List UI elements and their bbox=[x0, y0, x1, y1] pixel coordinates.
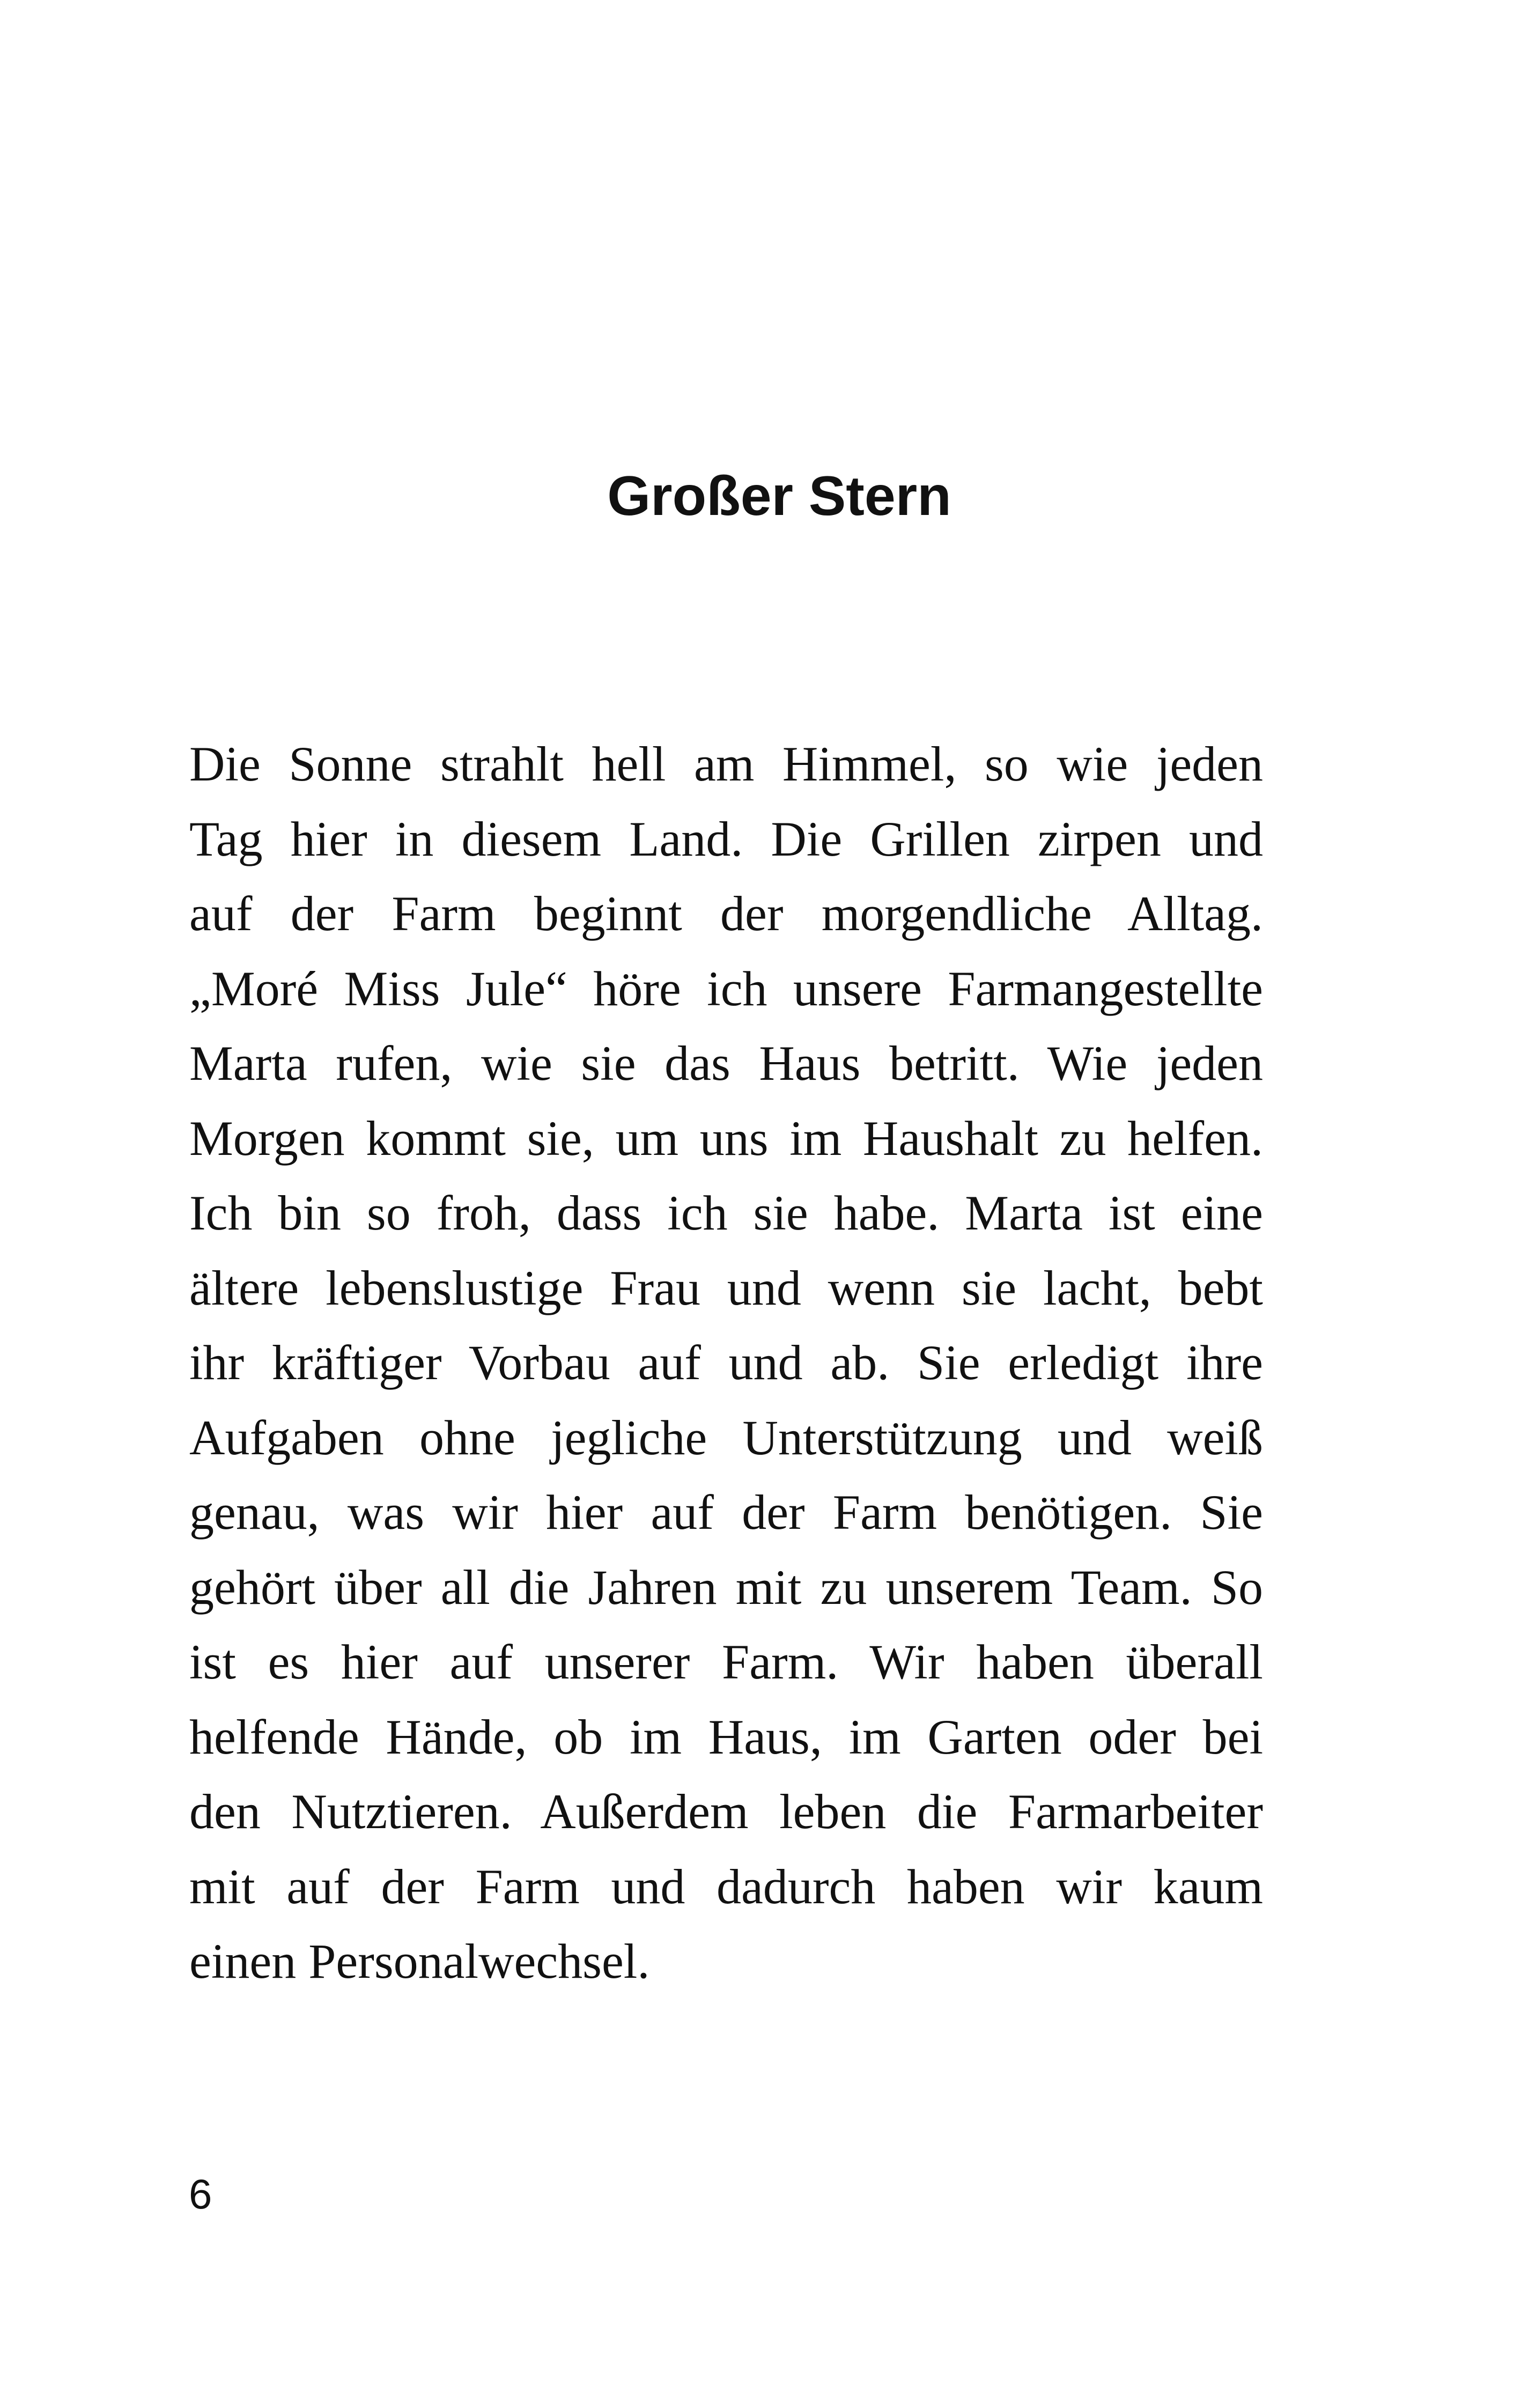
chapter-title: Großer Stern bbox=[607, 465, 951, 527]
text-line: genau, was wir hier auf der Farm benötigen. Sie bbox=[189, 1485, 1263, 1540]
body-paragraph bbox=[189, 727, 1263, 1999]
text-line: ältere lebenslustige Frau und wenn sie lacht, bebt bbox=[189, 1260, 1263, 1315]
text-line: den Nutztieren. Außerdem leben die Farmarbeiter bbox=[189, 1784, 1263, 1839]
text-line: Die Sonne strahlt hell am Himmel, so wie jeden bbox=[189, 737, 1263, 791]
text-line: ist es hier auf unserer Farm. Wir haben überall bbox=[189, 1634, 1263, 1689]
text-line: Morgen kommt sie, um uns im Haushalt zu helfen. bbox=[189, 1110, 1263, 1166]
text-line: ihr kräftiger Vorbau auf und ab. Sie erledigt ihre bbox=[189, 1335, 1263, 1390]
text-line: mit auf der Farm und dadurch haben wir kaum bbox=[189, 1859, 1263, 1914]
text-line: Marta rufen, wie sie das Haus betritt. Wie jeden bbox=[189, 1036, 1263, 1091]
page-number: 6 bbox=[189, 2170, 212, 2218]
text-line: „Moré Miss Jule“ höre ich unsere Farmangestellte bbox=[189, 961, 1263, 1016]
text-line: Ich bin so froh, dass ich sie habe. Marta ist eine bbox=[189, 1185, 1263, 1240]
text-line: auf der Farm beginnt der morgendliche Alltag. bbox=[189, 886, 1263, 941]
text-line: gehört über all die Jahren mit zu unserem Team. So bbox=[189, 1559, 1263, 1615]
text-line: einen Personalwechsel. bbox=[189, 1934, 650, 1989]
text-line: Aufgaben ohne jegliche Unterstützung und weiß bbox=[189, 1410, 1263, 1465]
text-line: Tag hier in diesem Land. Die Grillen zirpen und bbox=[189, 811, 1263, 866]
text-line: helfende Hände, ob im Haus, im Garten oder bei bbox=[189, 1709, 1263, 1764]
